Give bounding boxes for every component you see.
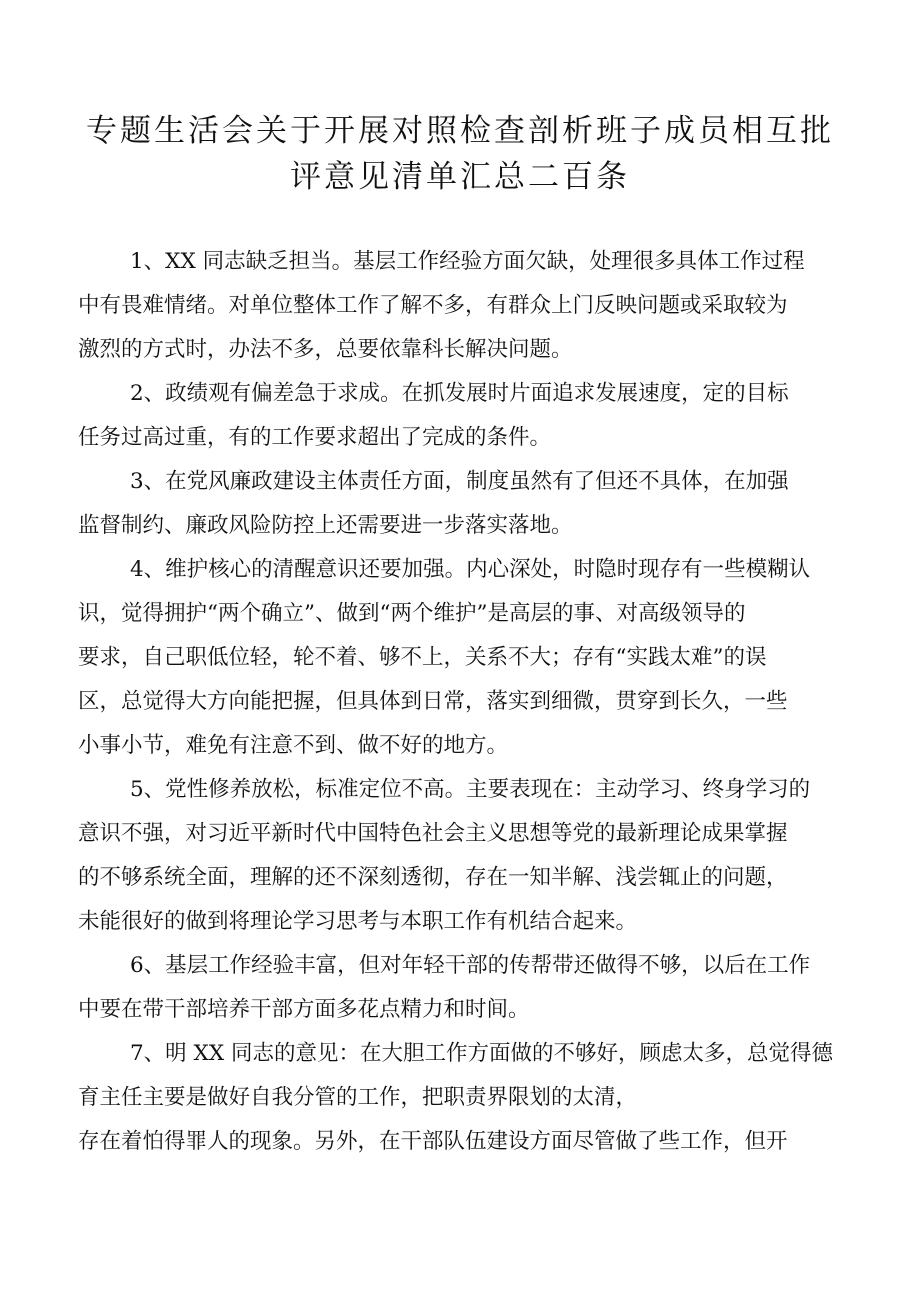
text-line: 2、政绩观有偏差急于求成。在抓发展时片面追求发展速度，定的目标: [130, 381, 789, 406]
document-body: [78, 240, 868, 1164]
text-line: 意识不强，对习近平新时代中国特色社会主义思想等党的最新理论成果掌握: [78, 821, 788, 846]
paragraph-1: [78, 240, 868, 372]
text-line: 4、维护核心的清醒意识还要加强。内心深处，时隐时现存有一些模糊认: [130, 557, 811, 582]
text-line: 识，觉得拥护“两个确立”、做到“两个维护”是高层的事、对高级领导的: [78, 601, 746, 626]
text-line: 监督制约、廉政风险防控上还需要进一步落实落地。: [78, 513, 573, 538]
text-line: 1、XX 同志缺乏担当。基层工作经验方面欠缺，处理很多具体工作过程: [130, 249, 805, 274]
title-line-2: 评意见清单汇总二百条: [290, 159, 630, 195]
text-line: 6、基层工作经验丰富，但对年轻干部的传帮带还做得不够，以后在工作: [130, 953, 811, 978]
text-line: 3、在党风廉政建设主体责任方面，制度虽然有了但还不具体，在加强: [130, 469, 789, 494]
document-title: [70, 108, 850, 200]
paragraph-3: [78, 460, 868, 548]
paragraph-4: [78, 548, 868, 768]
text-line: 中有畏难情绪。对单位整体工作了解不多，有群众上门反映问题或采取较为: [78, 293, 788, 318]
paragraph-6: [78, 944, 868, 1032]
text-line: 育主任主要是做好自我分管的工作，把职责界限划的太清，: [78, 1085, 638, 1110]
text-line: 小事小节，难免有注意不到、做不好的地方。: [78, 733, 509, 758]
text-line: 7、明 XX 同志的意见：在大胆工作方面做的不够好，顾虑太多，总觉得德: [130, 1041, 833, 1066]
text-line: 5、党性修养放松，标准定位不高。主要表现在：主动学习、终身学习的: [130, 777, 811, 802]
text-line: 区，总觉得大方向能把握，但具体到日常，落实到细微，贯穿到长久，一些: [78, 689, 788, 714]
text-line: 未能很好的做到将理论学习思考与本职工作有机结合起来。: [78, 909, 638, 934]
paragraph-5: [78, 768, 868, 944]
text-line: 的不够系统全面，理解的还不深刻透彻，存在一知半解、浅尝辄止的问题，: [78, 865, 788, 890]
text-line: 激烈的方式时，办法不多，总要依靠科长解决问题。: [78, 337, 573, 362]
text-line: 中要在带干部培养干部方面多花点精力和时间。: [78, 997, 530, 1022]
text-line: 要求，自己职低位轻，轮不着、够不上，关系不大；存有“实践太难”的误: [78, 645, 767, 670]
title-line-1: 专题生活会关于开展对照检查剖析班子成员相互批: [86, 113, 834, 149]
text-line: 存在着怕得罪人的现象。另外，在干部队伍建设方面尽管做了些工作，但开: [78, 1129, 788, 1154]
paragraph-2: [78, 372, 868, 460]
paragraph-7: [78, 1032, 868, 1164]
text-line: 任务过高过重，有的工作要求超出了完成的条件。: [78, 425, 552, 450]
